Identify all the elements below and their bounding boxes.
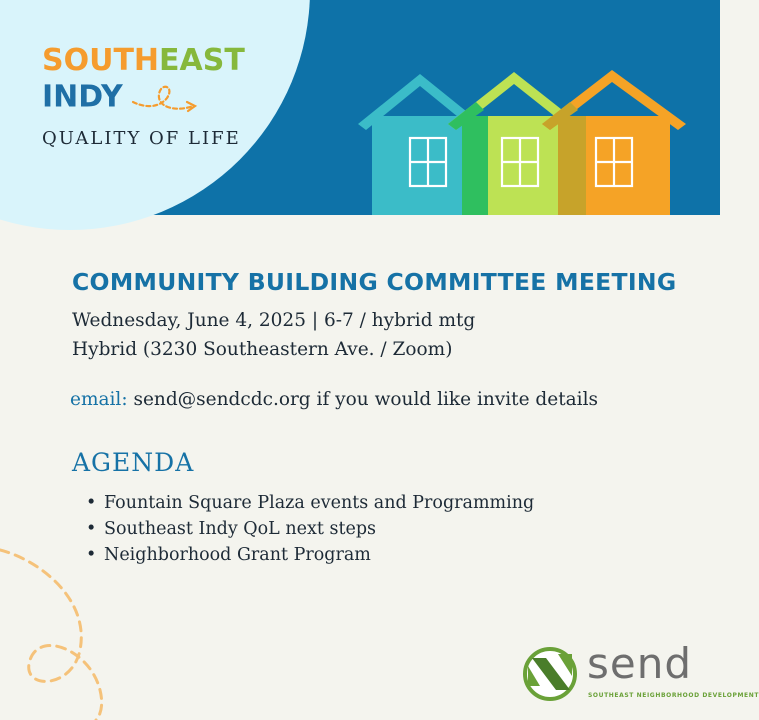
agenda-list xyxy=(86,490,534,568)
logo-indy: INDY xyxy=(42,79,123,115)
logo-tagline: QUALITY OF LIFE xyxy=(42,128,241,149)
dashed-loop-decoration xyxy=(0,540,140,720)
send-logo-text: send xyxy=(587,639,693,688)
bullet-icon: • xyxy=(86,519,97,539)
email-text[interactable]: send@sendcdc.org if you would like invite details xyxy=(133,389,599,410)
send-logo-subtitle: SOUTHEAST NEIGHBORHOOD DEVELOPMENT xyxy=(588,692,759,699)
agenda-item-text: Southeast Indy QoL next steps xyxy=(104,519,377,539)
logo-south: SOUTH xyxy=(42,43,160,78)
meeting-title: COMMUNITY BUILDING COMMITTEE MEETING xyxy=(72,268,677,296)
bullet-icon: • xyxy=(86,545,97,565)
send-mark-icon xyxy=(522,646,582,702)
meeting-datetime: Wednesday, June 4, 2025 | 6-7 / hybrid mtg xyxy=(72,310,476,331)
contact-line xyxy=(70,389,598,410)
list-item xyxy=(86,490,534,516)
agenda-item-text: Fountain Square Plaza events and Programming xyxy=(104,493,535,513)
houses-illustration xyxy=(352,66,692,215)
email-label: email: xyxy=(70,389,128,410)
logo-east: EAST xyxy=(159,43,245,78)
agenda-heading: AGENDA xyxy=(72,448,195,477)
bullet-icon: • xyxy=(86,493,97,513)
meeting-location: Hybrid (3230 Southeastern Ave. / Zoom) xyxy=(72,339,453,360)
logo-line-southeast xyxy=(42,44,245,78)
agenda-item-text: Neighborhood Grant Program xyxy=(104,545,371,565)
list-item xyxy=(86,542,534,568)
loop-arrow-icon xyxy=(131,78,201,118)
list-item xyxy=(86,516,534,542)
southeast-indy-logo xyxy=(42,44,245,149)
logo-line-indy xyxy=(42,78,245,118)
